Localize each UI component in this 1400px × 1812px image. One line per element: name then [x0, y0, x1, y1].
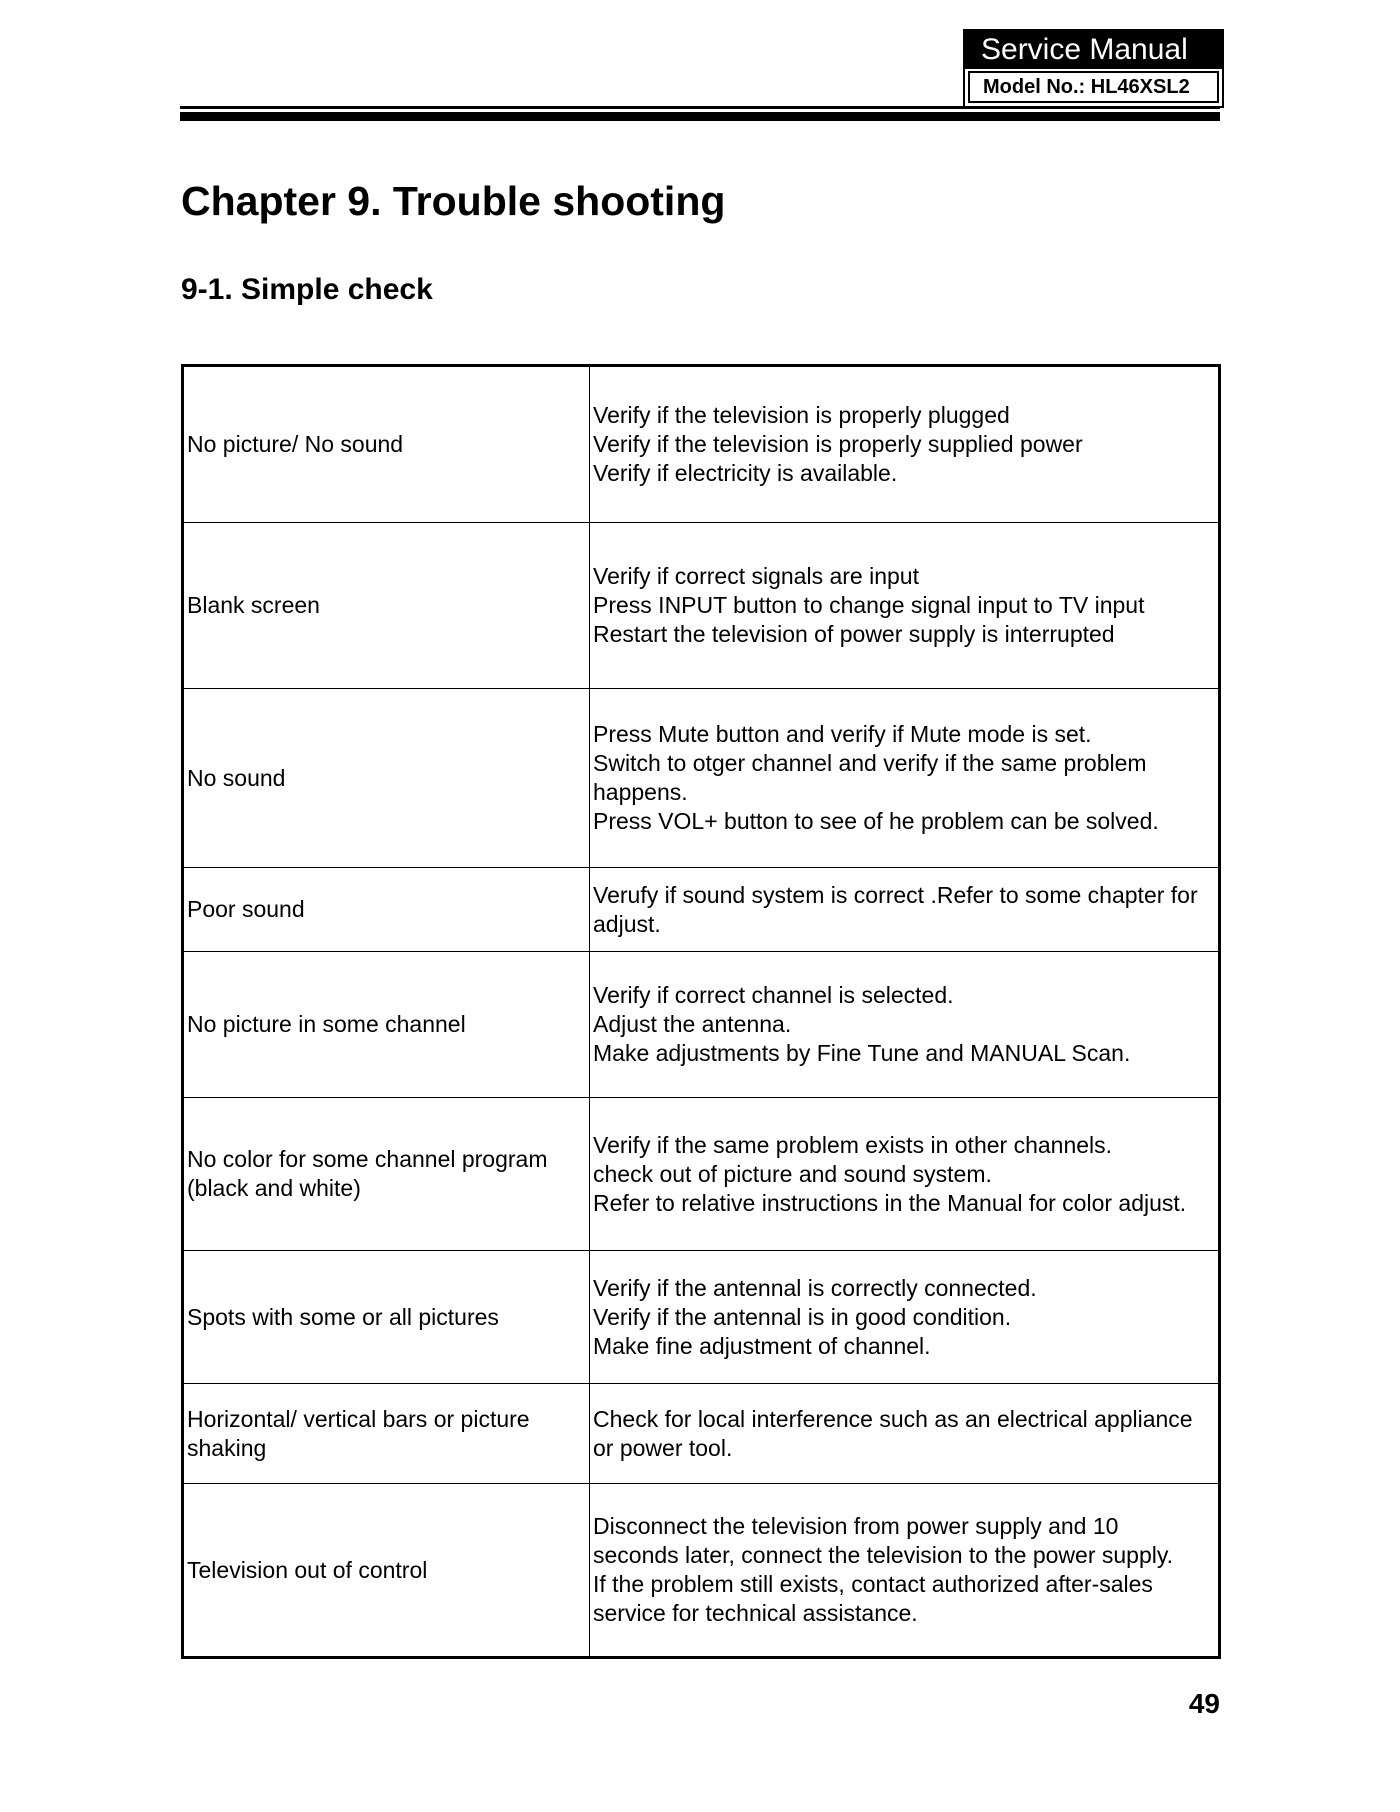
remedy-text: Refer to relative instructions in the Manual for color adjust.	[593, 1189, 1187, 1216]
table-row	[183, 1098, 1220, 1251]
table-row	[183, 1384, 1220, 1484]
symptom-cell	[183, 952, 590, 1098]
model-label: Model No.: HL46XSL2	[968, 71, 1219, 103]
header-rule-thin	[180, 106, 1220, 109]
header-badge	[963, 29, 1224, 108]
remedy-text: adjust.	[593, 910, 661, 937]
remedy-text: Press INPUT button to change signal input to TV input	[593, 592, 1145, 618]
symptom-cell	[183, 1098, 590, 1251]
table-row	[183, 952, 1220, 1098]
remedy-text: Verify if correct channel is selected.	[593, 982, 954, 1008]
remedy-text: Verify if the television is properly supplied power	[593, 431, 1083, 457]
remedy-text: Verify if electricity is available.	[593, 460, 898, 486]
symptom-cell	[183, 1384, 590, 1484]
table-row	[183, 366, 1220, 523]
symptom-cell	[183, 868, 590, 952]
symptom-text: No picture in some channel	[187, 1011, 466, 1037]
remedy-cell	[590, 689, 1220, 868]
page-number: 49	[1188, 1688, 1220, 1719]
table-row	[183, 523, 1220, 689]
remedy-cell	[590, 868, 1220, 952]
section-title: 9-1. Simple check	[181, 273, 433, 306]
remedy-cell	[590, 523, 1220, 689]
remedy-text: seconds later, connect the television to the power supply.	[593, 1542, 1174, 1568]
manual-label: Service Manual	[965, 31, 1222, 69]
remedy-text: Verify if the antennal is correctly connected.	[593, 1274, 1037, 1301]
header-rule-thick	[180, 112, 1220, 121]
symptom-text: No sound	[187, 764, 286, 791]
remedy-cell	[590, 1251, 1220, 1384]
remedy-text: happens.	[593, 779, 688, 805]
trouble-shooting-table	[181, 364, 1221, 1659]
remedy-text: Switch to otger channel and verify if the same problem	[593, 750, 1147, 776]
symptom-cell	[183, 1484, 590, 1658]
table-row	[183, 868, 1220, 952]
remedy-text: Restart the television of power supply is interrupted	[593, 621, 1115, 647]
remedy-cell	[590, 366, 1220, 523]
remedy-text: Verify if correct signals are input	[593, 563, 919, 589]
remedy-text: Check for local interference such as an electrical appliance	[593, 1405, 1193, 1432]
remedy-text: check out of picture and sound system.	[593, 1160, 992, 1187]
remedy-text: Make adjustments by Fine Tune and MANUAL Scan.	[593, 1040, 1131, 1066]
symptom-text: No color for some channel program	[187, 1146, 548, 1172]
remedy-text: Verify if the same problem exists in other channels.	[593, 1131, 1113, 1158]
remedy-cell	[590, 952, 1220, 1098]
symptom-text: Horizontal/ vertical bars or picture	[187, 1405, 530, 1432]
remedy-text: Verufy if sound system is correct .Refer to some chapter for	[593, 881, 1198, 908]
symptom-text: Blank screen	[187, 592, 320, 618]
remedy-text: Verify if the television is properly plugged	[593, 402, 1010, 428]
remedy-text: Disconnect the television from power supply and 10	[593, 1513, 1119, 1539]
remedy-text: Verify if the antennal is in good condition.	[593, 1303, 1012, 1330]
chapter-title: Chapter 9. Trouble shooting	[181, 178, 726, 224]
symptom-text: Television out of control	[187, 1556, 428, 1583]
remedy-text: service for technical assistance.	[593, 1600, 918, 1626]
table-row	[183, 1484, 1220, 1658]
remedy-cell	[590, 1484, 1220, 1658]
symptom-cell	[183, 523, 590, 689]
symptom-cell	[183, 689, 590, 868]
table-row	[183, 1251, 1220, 1384]
remedy-text: Adjust the antenna.	[593, 1011, 792, 1037]
symptom-text: No picture/ No sound	[187, 431, 404, 457]
remedy-text: If the problem still exists, contact authorized after-sales	[593, 1571, 1153, 1597]
symptom-text: (black and white)	[187, 1175, 361, 1201]
remedy-cell	[590, 1098, 1220, 1251]
symptom-cell	[183, 366, 590, 523]
remedy-cell	[590, 1384, 1220, 1484]
remedy-text: Press Mute button and verify if Mute mode is set.	[593, 721, 1092, 747]
symptom-text: shaking	[187, 1434, 267, 1461]
remedy-text: Press VOL+ button to see of he problem can be solved.	[593, 808, 1159, 834]
symptom-text: Spots with some or all pictures	[187, 1303, 499, 1330]
symptom-cell	[183, 1251, 590, 1384]
remedy-text: Make fine adjustment of channel.	[593, 1332, 931, 1359]
symptom-text: Poor sound	[187, 896, 305, 922]
table-row	[183, 689, 1220, 868]
remedy-text: or power tool.	[593, 1434, 733, 1461]
